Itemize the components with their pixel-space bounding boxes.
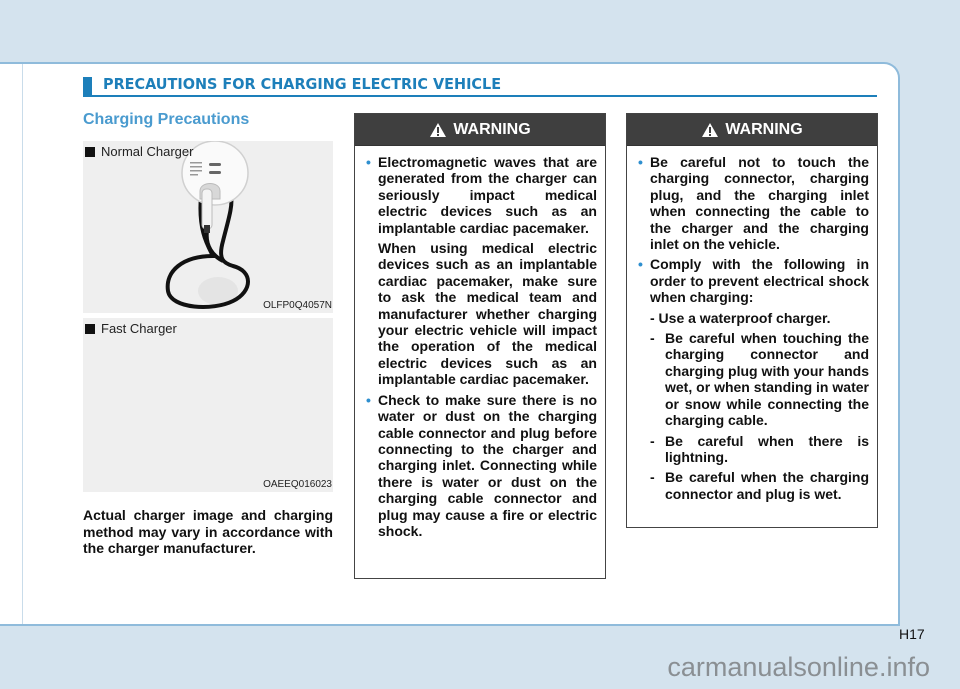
bullet-dot-icon: • [366, 154, 371, 170]
square-bullet-icon [85, 147, 95, 157]
warning-triangle-icon [701, 122, 719, 138]
square-bullet-icon [85, 324, 95, 334]
warning-bullet [637, 256, 869, 305]
section-title-marker [83, 77, 92, 96]
warning-dash-text: Be careful when the charging connector and plug is wet. [665, 469, 869, 502]
section-title [83, 72, 877, 97]
warning-box-2 [626, 113, 878, 528]
warning-header-text: WARNING [725, 120, 803, 138]
figure-caption [85, 321, 177, 336]
figure-fast-charger [83, 318, 333, 492]
warning-bullet [365, 154, 597, 236]
bullet-dot-icon: • [638, 154, 643, 170]
warning-dash-item [637, 330, 869, 428]
page-number: H17 [899, 626, 925, 642]
wall-charger-image [83, 141, 333, 313]
warning-body [355, 146, 605, 551]
dash-marker: - [650, 330, 655, 347]
page-margin-line [22, 64, 23, 624]
warning-bullet [365, 392, 597, 540]
bullet-dot-icon: • [638, 256, 643, 273]
warning-header-text: WARNING [453, 120, 531, 138]
warning-dash-item [637, 469, 869, 502]
dash-marker: - [650, 432, 655, 449]
bullet-dot-icon: • [366, 391, 371, 408]
warning-subline: - Use a waterproof charger. [650, 309, 831, 326]
warning-paragraph: When using medical electric devices such as an implantable cardiac pacemaker, make sure to ask the medical team and manufacturer whether charging your electric vehicle will impact the operation of the medical electric devices such as an implantable cardiac pacemaker. [378, 240, 597, 388]
warning-header [627, 114, 877, 146]
watermark: carmanualsonline.info [667, 652, 930, 682]
figure-normal-charger [83, 141, 333, 313]
warning-bullet-text: Check to make sure there is no water or dust on the charging cable connector and plug before connecting to the charger and charging inlet. Connecting while there is water or dust on the charging cable connector and plug may cause a fire or electric shock. [378, 391, 597, 539]
figure-caption-text: Normal Charger [101, 144, 194, 159]
warning-bullet-text: Comply with the following in order to prevent electrical shock when charging: [650, 256, 869, 306]
warning-bullet [637, 154, 869, 252]
warning-bullet-text: Electromagnetic waves that are generated from the charger can seriously impact medical electric devices such as an implantable cardiac pacemaker. [378, 154, 597, 236]
figure-code: OAEEQ016023 [263, 479, 332, 490]
warning-bullet-text: Be careful not to touch the charging connector, charging plug, and the charging inlet when connecting the cable to the charger and the charging inlet on the vehicle. [650, 154, 869, 253]
warning-triangle-icon [429, 122, 447, 138]
warning-dash-text: Be careful when touching the charging connector and charging plug with your hands wet, or when standing in water or snow while connecting the charging cable. [665, 330, 869, 429]
warning-dash-item [637, 433, 869, 466]
figure-caption [85, 144, 193, 159]
warning-box-1 [354, 113, 606, 579]
warning-dash-text: Be careful when there is lightning. [665, 432, 869, 465]
warning-header [355, 114, 605, 146]
charger-note: Actual charger image and charging method may vary in accordance with the charger manufacturer. [83, 507, 333, 556]
figure-code: OLFP0Q4057N [263, 300, 332, 311]
figure-caption-text: Fast Charger [101, 321, 177, 336]
warning-body [627, 146, 877, 514]
dash-marker: - [650, 469, 655, 486]
subheading-charging-precautions: Charging Precautions [83, 111, 250, 128]
section-title-text: PRECAUTIONS FOR CHARGING ELECTRIC VEHICLE [103, 75, 502, 93]
